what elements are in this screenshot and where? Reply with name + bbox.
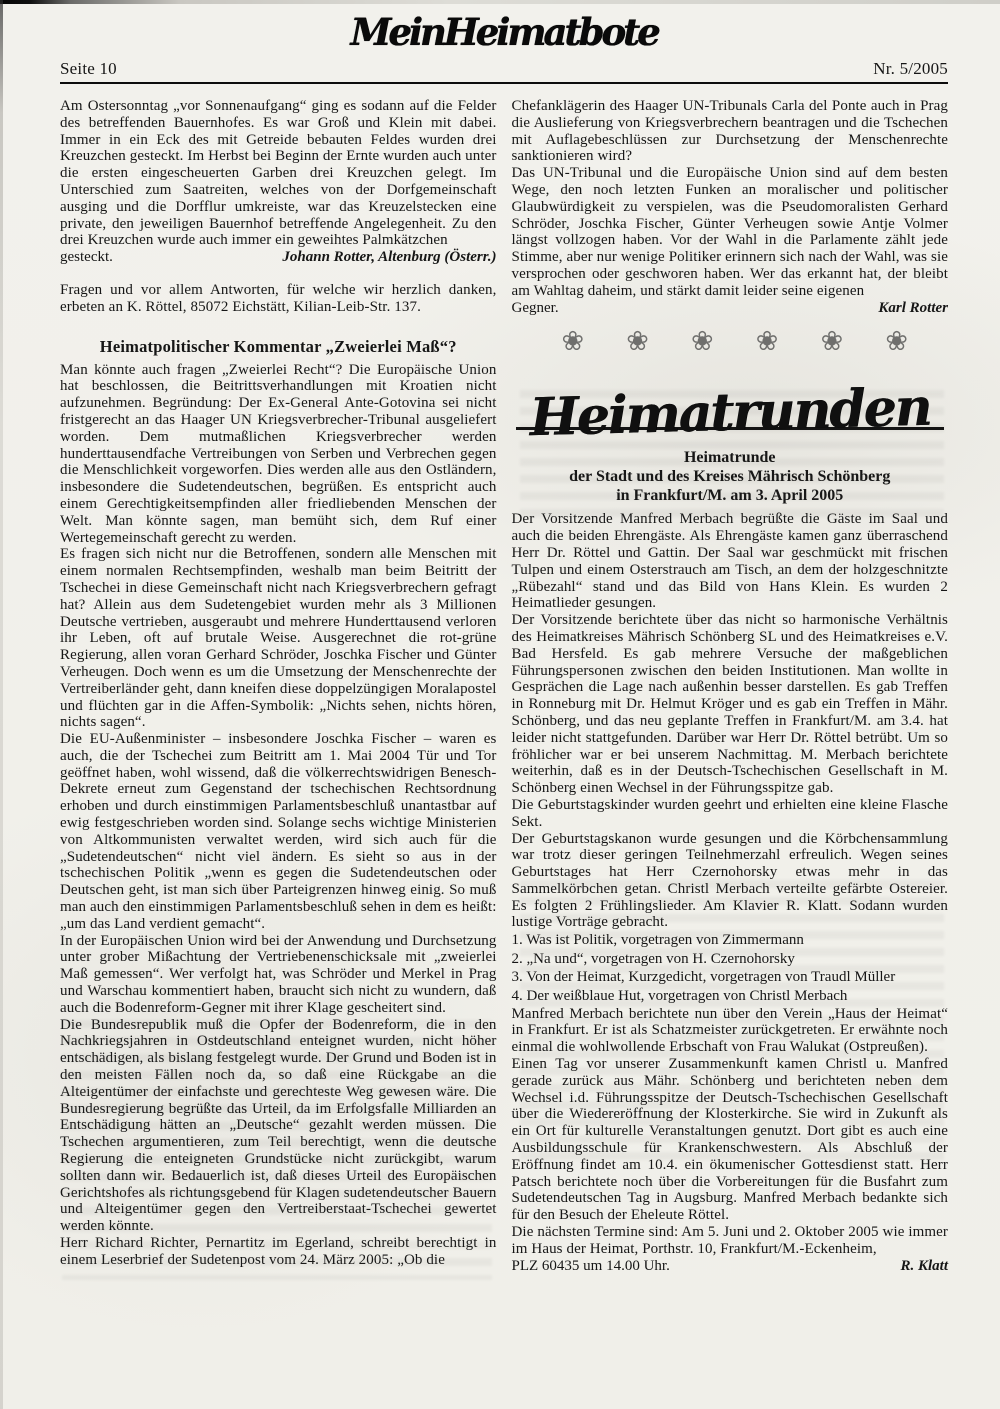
- page-number: Seite 10: [60, 59, 117, 78]
- tribunal-last-word: Gegner.: [511, 299, 559, 316]
- commentary-paragraph: Herr Richard Richter, Pernartitz im Egerland, schreibt berechtigt in einem Leserbrief der Sudetenpost vom 24. März 2005: „Ob die: [60, 1235, 497, 1268]
- page-header: [60, 0, 948, 84]
- tribunal-paragraph: Chefanklägerin des Haager UN-Tribunals Carla del Ponte auch in Prag die Auslieferung von Kriegsverbrechern beantragen und die Tschechen mit Auflagebeschlüssen zur Durchsetzung der Menschenrechte sanktionieren wird?: [511, 98, 948, 165]
- florette-icon: ❀: [626, 326, 649, 358]
- program-item: 3. Von der Heimat, Kurzgedicht, vorgetragen von Traudl Müller: [511, 969, 896, 986]
- program-list: [512, 931, 949, 1005]
- subheading-line: Heimatrunde: [683, 449, 776, 467]
- commentary-paragraph: Die Bundesrepublik muß die Opfer der Bodenreform, die in den Nachkriegsjahren in Ostdeutschland enteignet wurden, nicht höher entschädigen, als bislang festgelegt wurde. Der Grund und Boden ist in den meisten Fällen noch da, so daß eine Rückgabe an die Alteigentümer der einfachste und gerechteste Weg gewesen wäre. Die Bundesregierung begrüßte das Urteil, da im Erfolgsfalle Milliarden an Entschädigung hätten an „Deutsche“ gezahlt werden müssen. Die Tschechen argumentieren, zum Teil berechtigt, wenn die deutsche Regierung die enteigneten Grundstücke nicht zurückgibt, warum sollten dann wir. Bedauerlich ist, daß dieses Urteil des Europäischen Gerichtshofes als richtungsgebend für Klagen sudetendeutscher Bauern und Alteigentümer gegen den Vertreiberstaat-Tschechei gewertet werden könnte.: [60, 1016, 497, 1235]
- tribunal-signature-line: [512, 300, 949, 317]
- subheading-line: der Stadt und des Kreises Mährisch Schönberg: [569, 468, 891, 486]
- heimatrunde-paragraph: Manfred Merbach berichtete nun über den Verein „Haus der Heimat“ in Frankfurt. Er ist als Schatzmeister zurückgetreten. Er erwähnte noch einmal die wohlwollende Erbschaft von Frau Walukat (Ostpreußen).: [511, 1005, 948, 1056]
- custom-article-signature-line: [60, 249, 497, 266]
- right-column: [512, 98, 949, 1274]
- scan-edge-left: [0, 0, 3, 1409]
- program-item: 1. Was ist Politik, vorgetragen von Zimmermann: [511, 932, 804, 949]
- commentary-paragraph: Man könnte auch fragen „Zweierlei Recht“? Die Europäische Union hat beschlossen, die Beitrittsverhandlungen mit Kroatien nicht aufzunehmen. Begründung: Der Ex-General Ante-Gotovina sei nicht fristgerecht an das Haager UN Kriegsverbrecher-Tribunal ausgeliefert worden. Dem mutmaßlichen Kriegsverbrecher werden hunderttausendfache Vertreibungen von Serben und Verbrechen gegen die Menschlichkeit vorgeworfen. Dies werden alle aus den Ostländern, insbesondere die Sudetendeutschen, begrüßen. Es entspricht auch einem Gerechtigkeitsempfinden aller friedliebenden Menschen der Welt. Man könnte sagen, man bemüht sich, dem Ruf einer Wertegemeinschaft gerecht zu werden.: [60, 361, 497, 546]
- commentary-paragraph: In der Europäischen Union wird bei der Anwendung und Durchsetzung unter grober Mißachtung der Vertriebenenschicksale mit „zweierlei Maß gemessen“. Wer verfolgt hat, was Schröder und Merkel in Prag und Warschau kommentiert haben, braucht sich nicht zu wundern, daß auch die Bodenreform-Gegner mit ihrer Klage gescheitert sind.: [60, 932, 497, 1016]
- commentary-heading: Heimatpolitischer Kommentar „Zweierlei Maß“?: [99, 336, 457, 356]
- heimatrunde-paragraph: Der Vorsitzende berichtete über das nicht so harmonische Verhältnis des Heimatkreises Mährisch Schönberg SL und des Heimatkreises e.V. Bad Hersfeld. Es gab mehrere Versuche der maßgeblichen Führungspersonen zwischen den beiden Institutionen. Man wollte in Gesprächen die Lage nach außenhin besser darstellen. Es gab Treffen in Ronneburg mit Dr. Helmut Kröger und es gab ein Treffen in Mähr. Schönberg, und das neu geplante Treffen in Frankfurt/M. am 3.4. hat leider nicht stattgefunden. Darüber war Herr Dr. Röttel betrübt. Um so fröhlicher war er bei unserem Nachmittag. M. Merbach berichtete weiterhin, daß es in der Deutsch-Tschechischen Gesellschaft in M. Schönberg einen Wechsel in der Führungsspitze gab.: [511, 612, 948, 797]
- issue-number: Nr. 5/2005: [873, 59, 948, 78]
- florette-icon: ❀: [755, 326, 779, 358]
- author-attribution: R. Klatt: [900, 1257, 948, 1274]
- custom-article-body: Am Ostersonntag „vor Sonnenaufgang“ ging es sodann auf die Felder des betreffenden Bauernhofes. Es war Groß und Klein mit dabei. Immer in ein Eck des mit Getreide bebauten Feldes wurden drei Kreuzchen gesteckt. Im Herbst bei Beginn der Ernte wurden auch unter die ersten eingescheuerten Garben drei Kreuzchen gelegt. Im Unterschied zum Saatreiten, welches von der Dorfgemeinschaft ausging und die Dorfflur umkreiste, war das Kreuzelstecken eine private, den jeweiligen Bauernhof betreffende Angelegenheit. Zu den drei Kreuzchen wurde auch immer ein geweihtes Palmkätzchen: [60, 98, 497, 249]
- heimatrunde-termine: Die nächsten Termine sind: Am 5. Juni und 2. Oktober 2005 wie immer im Haus der Heimat, Porthstr. 10, Frankfurt/M.-Eckenheim,: [511, 1224, 948, 1257]
- custom-article-last-word: gesteckt.: [60, 249, 113, 266]
- florette-icon: ❀: [820, 326, 844, 358]
- author-attribution: Johann Rotter, Altenburg (Österr.): [282, 249, 497, 266]
- left-column: [60, 98, 497, 1274]
- heimatrunde-subheading: [512, 448, 949, 505]
- commentary-paragraph: Es fragen sich nicht nur die Betroffenen, sondern alle Menschen mit einem normalen Rechtsempfinden, weshalb man beim Beitritt der Tschechei in diese Gemeinschaft nicht nach Kriegsverbrechern gefragt hat? Allein aus dem Sudetengebiet wurden mehr als 3 Millionen Deutsche vertrieben, ausgeraubt und mehrere Hunderttausend verloren ihr Leben, oft auf brutale Weise. Ausgerechnet die rot-grüne Regierung, allen voran Gerhard Schröder, Joschka Fischer und Günter Verheugen. Doch wenn es um die Umsetzung der Menschenrechte der Vertreiberländer geht, dann kneifen diese doppelzüngigen Moralapostel und flüchten gar in die Affen-Symbolik: „Nichts sehen, nichts hören, nichts sagen“.: [60, 546, 497, 731]
- subheading-line: in Frankfurt/M. am 3. April 2005: [616, 487, 844, 505]
- tribunal-paragraph: Das UN-Tribunal und die Europäische Union sind auf dem besten Wege, den noch letzten Funken an moralischer und politischer Glaubwürdigkeit zu verspielen, was die Pseudomoralisten Gerhard Schröder, Joschka Fischer, Günter Verheugen sowie Antje Volmer längst vollzogen haben. Vor der Wahl in die Parlamente zählt jede Stimme, aber nur wenige Politiker erinnern sich nach der Wahl, was sie versprochen oder geschworen haben. Wer das erkannt hat, der bleibt am Wahltag daheim, und stärkt damit leider seine eigenen: [511, 165, 948, 299]
- florette-icon: ❀: [885, 326, 908, 358]
- heimatrunde-paragraph: Die Geburtstagskinder wurden geehrt und erhielten eine kleine Flasche Sekt.: [511, 796, 948, 830]
- two-column-body: [60, 98, 948, 1274]
- florette-icon: ❀: [691, 326, 714, 358]
- editor-note: Fragen und vor allem Antworten, für welche wir herzlich danken, erbeten an K. Röttel, 85072 Eichstätt, Kilian-Leib-Str. 137.: [60, 281, 497, 315]
- program-item: 2. „Na und“, vorgetragen von H. Czernohorsky: [511, 950, 795, 967]
- program-item: 4. Der weißblaue Hut, vorgetragen von Christl Merbach: [511, 988, 848, 1005]
- heimatrunde-paragraph: Der Geburtstagskanon wurde gesungen und die Körbchensammlung war trotz dieser geringen Teilnehmerzahl erfreulich. Wegen seines Geburtstages hat Herr Czernohorsky etwas mehr in das Sammelkörbchen getan. Christl Merbach verteilte gefärbte Ostereier. Es folgten 2 Frühlingslieder. Am Klavier R. Klatt. Sodann wurden lustige Vorträge gebracht.: [511, 830, 948, 931]
- commentary-paragraph: Die EU-Außenminister – insbesondere Joschka Fischer – waren es auch, die der Tschechei zum Beitritt am 1. Mai 2004 Tür und Tor geöffnet haben, wohl wissend, daß die völkerrechtswidrigen Benesch-Dekrete erneut zum Gegenstand der tschechischen Rechtsordnung erhoben und durch einstimmigen Parlamentsbeschluß unantastbar auf ewig festgeschrieben worden sind. Solange sechs wichtige Ministerien von Altkommunisten verwaltet werden, wird sich auch für die „Sudetendeutschen“ nicht viel ändern. Es sieht so aus in der tschechischen Politik „wenn es gegen die Sudetendeutschen oder Deutschen geht, ist man sich über Parteigrenzen hinweg einig. So muß man auch den einstimmigen Parlamentsbeschluß sehen in dem es heißt: „um das Land verdient gemacht“.: [60, 731, 497, 932]
- heimatrunden-script-title: Heimatrunden: [528, 377, 931, 449]
- author-attribution: Karl Rotter: [878, 299, 948, 316]
- heimatrunden-rule: [516, 365, 945, 449]
- florette-icon: ❀: [561, 326, 585, 358]
- masthead-logo: Mein Heimatbote: [350, 10, 658, 54]
- flower-ornament-row: [512, 316, 949, 357]
- heimatrunde-paragraph: Der Vorsitzende Manfred Merbach begrüßte die Gäste im Saal und auch die beiden Ehrengäste. Als Ehrengäste kamen ganz überraschend Herr Dr. Röttel und Gattin. Der Saal war geschmückt mit frischen Tulpen und einem Osterstrauch am Tisch, an dem der holzgeschnitzte „Rübezahl“ stand und das Bild von Hans Klein. Es wurden 2 Heimatlieder gesungen.: [511, 511, 948, 612]
- heimatrunde-paragraph: Einen Tag vor unserer Zusammenkunft kamen Christl u. Manfred gerade zurück aus Mähr. Schönberg und berichteten neben dem Wechsel i.d. Führungsspitze der Deutsch-Tschechischen Gesellschaft über die Wiedereröffnung der Klosterkirche. Sie wird in Zukunft als ein Ort für kulturelle Veranstaltungen genutzt. Dort gibt es auch eine Ausbildungsschule für Krankenschwestern. Als Abschluß der Eröffnung findet am 10.4. ein ökumenischer Gottesdienst statt. Herr Patsch berichtete noch über die Vorbereitungen für die Busfahrt zum Sudetendeutschen Tag in Augsburg. Manfred Merbach bedankte sich für den Besuch der Eheleute Röttel.: [511, 1056, 948, 1224]
- heimatrunde-last-line: PLZ 60435 um 14.00 Uhr.: [511, 1257, 670, 1274]
- heimatrunde-signature-line: [512, 1258, 949, 1275]
